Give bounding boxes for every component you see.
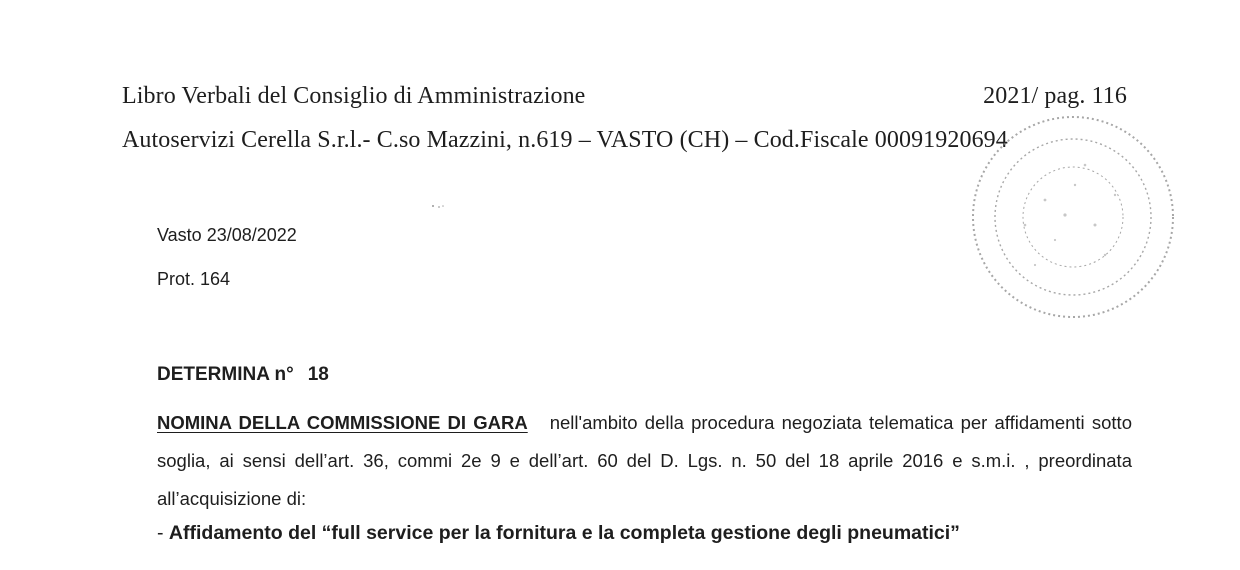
determina-number: 18 [307, 364, 329, 385]
item-text: Affidamento del “full service per la fornitura e la completa gestione degli pneumatici” [168, 522, 960, 544]
protocol-number: Prot. 164 [157, 269, 231, 289]
scan-speck [430, 202, 446, 210]
book-title: Libro Verbali del Consiglio di Amministrazione [122, 83, 586, 109]
determina-label: DETERMINA n° [157, 364, 294, 385]
company-info-line: Autoservizi Cerella S.r.l.- C.so Mazzini, n.619 – VASTO (CH) – Cod.Fiscale 00091920694 [122, 127, 1008, 153]
procurement-item [157, 522, 960, 545]
determina-heading [157, 364, 329, 386]
item-prefix: - [157, 522, 169, 544]
commission-heading: NOMINA DELLA COMMISSIONE DI GARA [157, 412, 528, 433]
place-and-date: Vasto 23/08/2022 [157, 225, 297, 245]
body-text: nell'ambito della procedura negoziata telematica per affidamenti sotto soglia, ai sensi dell’art. 36, commi 2e 9 e dell’art. 60 del D. Lgs. n. 50 del 18 aprile 2016 e s.m.i. , preordinata all’acquisizione di: [157, 412, 1132, 509]
body-paragraph [157, 404, 1132, 518]
official-stamp-icon [955, 105, 1190, 335]
page-reference: 2021/ pag. 116 [983, 83, 1127, 109]
